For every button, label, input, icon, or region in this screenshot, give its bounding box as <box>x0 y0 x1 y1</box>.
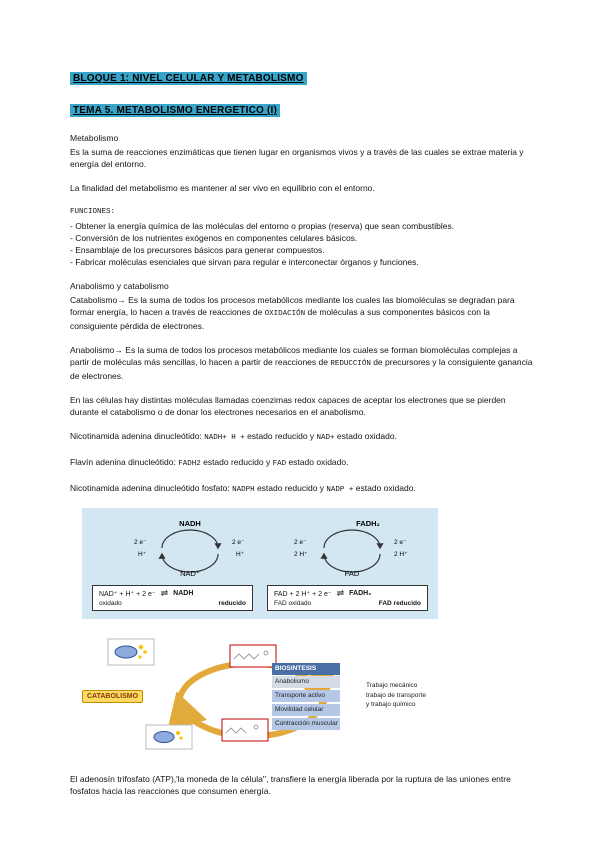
coenzimas-paragraph: En las células hay distintas moléculas llamadas coenzimas redox capaces de aceptar los electrones que se pierden durante el catabolismo o de donar los electrones necesarios en el anabolismo. <box>70 395 506 417</box>
block-title-row <box>70 68 534 86</box>
nadh-label: NADH <box>179 519 201 528</box>
atp-cycle-figure <box>82 633 454 761</box>
nad-line <box>70 430 534 444</box>
funciones-heading: FUNCIONES: <box>70 208 116 216</box>
topic-title: TEMA 5. METABOLISMO ENERGETICO (I) <box>70 104 280 117</box>
fuel-molecule-icon <box>108 639 154 665</box>
nad-equation-states <box>99 600 246 607</box>
fad-prefix: Flavín adenina dinucleótido: <box>70 457 179 467</box>
adp-structure-box <box>222 719 268 741</box>
right-cycle-electrons-right: 2 e⁻ <box>394 539 407 546</box>
equations-row <box>92 585 428 611</box>
biosintesis-box: BIOSINTESIS <box>272 663 340 675</box>
topic-title-row <box>70 100 534 118</box>
oxidado-label: oxidado <box>99 600 122 607</box>
work-line: y trabajo químico <box>366 701 416 708</box>
coenzyme-cycles-figure <box>82 508 438 619</box>
redox-cycles-drawing <box>92 514 428 578</box>
nadh-term: NADH+ H + <box>204 434 245 442</box>
nadp-suffix: estado oxidado. <box>353 483 416 493</box>
anabolismo-text: Anabolismo→ Es la suma de todos los procesos metabólicos mediante los cuales se forman biomoléculas complejas a partir de moléculas más sencillas, lo hacen a partir de reacciones de <box>70 345 518 367</box>
catabolismo-text-cont: de moléculas a sus componentes básicos con la consiguiente pérdida de electrones. <box>70 307 490 331</box>
finalidad-paragraph: La finalidad del metabolismo es mantener al ser vivo en equilibrio con el entorno. <box>70 183 375 193</box>
fad-equation <box>274 588 421 599</box>
left-cycle-electrons-right: 2 e⁻ <box>232 539 245 546</box>
document-content <box>70 68 534 809</box>
nad-mid: estado reducido y <box>244 431 317 441</box>
catabolismo-paragraph <box>70 294 534 332</box>
degraded-molecule-icon <box>146 725 192 749</box>
atp-paragraph: El adenosín trifosfato (ATP),'la moneda de la célula'', transfiere la energía liberada por la ruptura de las uniones entre fosfatos hacia las reacciones que consumen energía. <box>70 774 511 796</box>
anabolismo-text-cont: de precursores y la consiguiente ganancia de electrones. <box>70 357 533 381</box>
right-cycle-electrons-left: 2 e⁻ <box>294 539 307 546</box>
nad-label: NAD⁺ <box>180 569 200 578</box>
nad-equation-lhs: NAD⁺ + H⁺ + 2 e⁻ <box>99 590 156 598</box>
fad-term: FAD <box>272 460 287 468</box>
contraccion-muscular-box: Contracción muscular <box>272 718 340 730</box>
fad-equation-states <box>274 600 421 607</box>
reducido-label: reducido <box>218 600 246 607</box>
anabolismo-catabolismo-heading: Anabolismo y catabolismo <box>70 281 169 291</box>
fadh2-term: FADH2 <box>178 460 201 468</box>
right-cycle-protons-left: 2 H⁺ <box>294 551 308 558</box>
nad-suffix: estado oxidado. <box>334 431 397 441</box>
list-item: - Fabricar moléculas esenciales que sirvan para regular e interconectar órganos y funciones. <box>70 257 419 267</box>
nadp-term: NADP + <box>326 486 354 494</box>
nad-term: NAD+ <box>316 434 335 442</box>
fad-oxidado-label: FAD oxidado <box>274 600 312 607</box>
left-cycle-proton-left: H⁺ <box>138 551 147 558</box>
fad-label: FAD <box>344 569 360 578</box>
fad-equation-box <box>267 585 428 611</box>
equilibrium-arrow-icon: ⇌ <box>336 588 345 598</box>
funciones-list <box>70 220 534 268</box>
work-line: Trabajo mecánico <box>366 682 418 689</box>
anabolismo-paragraph <box>70 344 534 382</box>
list-item: - Obtener la energía química de las moléculas del entorno o propias (reserva) que sean combustibles. <box>70 221 455 231</box>
work-types-text <box>366 681 452 710</box>
anabolismo-box: Anabolismo <box>272 676 340 688</box>
catabolismo-badge: CATABOLISMO <box>82 690 143 703</box>
fad-equation-rhs: FADH₂ <box>349 590 372 597</box>
reduccion-term: REDUCCIÓN <box>330 360 371 368</box>
catabolismo-text: Catabolismo→ Es la suma de todos los procesos metabólicos mediante los cuales las biomoléculas se degradan para formar energía, lo hacen a través de reacciones de <box>70 295 515 317</box>
left-cycle-electrons-left: 2 e⁻ <box>134 539 147 546</box>
transporte-activo-box: Transporte activo <box>272 690 340 702</box>
left-cycle-proton-right: H⁺ <box>236 551 245 558</box>
list-item: - Conversión de los nutrientes exógenos en componentes celulares básicos. <box>70 233 358 243</box>
metabolismo-definition: Es la suma de reacciones enzimáticas que tienen lugar en organismos vivos y a través de las cuales se extrae materia y energía del entorno. <box>70 147 524 169</box>
nad-equation-box <box>92 585 253 611</box>
nadp-mid: estado reducido y <box>254 483 327 493</box>
fad-line <box>70 456 534 470</box>
atp-structure-box <box>230 645 276 667</box>
nadp-prefix: Nicotinamida adenina dinucleótido fosfato: <box>70 483 233 493</box>
fad-suffix: estado oxidado. <box>286 457 349 467</box>
equilibrium-arrow-icon: ⇌ <box>160 588 169 598</box>
fadh2-label: FADH₂ <box>356 519 380 528</box>
right-cycle-protons-right: 2 H⁺ <box>394 551 408 558</box>
fad-equation-lhs: FAD + 2 H⁺ + 2 e⁻ <box>274 590 332 598</box>
work-line: trabajo de transporte <box>366 691 426 699</box>
movilidad-celular-box: Movilidad celular <box>272 704 340 716</box>
list-item: - Ensamblaje de los precursores básicos para generar compuestos. <box>70 245 325 255</box>
fad-reducido-label: FAD reducido <box>378 600 421 607</box>
block-title: BLOQUE 1: NIVEL CELULAR Y METABOLISMO <box>70 72 307 85</box>
nad-equation-rhs: NADH <box>173 590 194 597</box>
oxidacion-term: OXIDACIÓN <box>264 310 306 318</box>
nadph-term: NADPH <box>232 486 255 494</box>
fad-mid: estado reducido y <box>200 457 273 467</box>
nad-prefix: Nicotinamida adenina dinucleótido: <box>70 431 205 441</box>
nadp-line <box>70 482 534 496</box>
nad-equation <box>99 588 246 599</box>
metabolismo-heading: Metabolismo <box>70 133 119 143</box>
